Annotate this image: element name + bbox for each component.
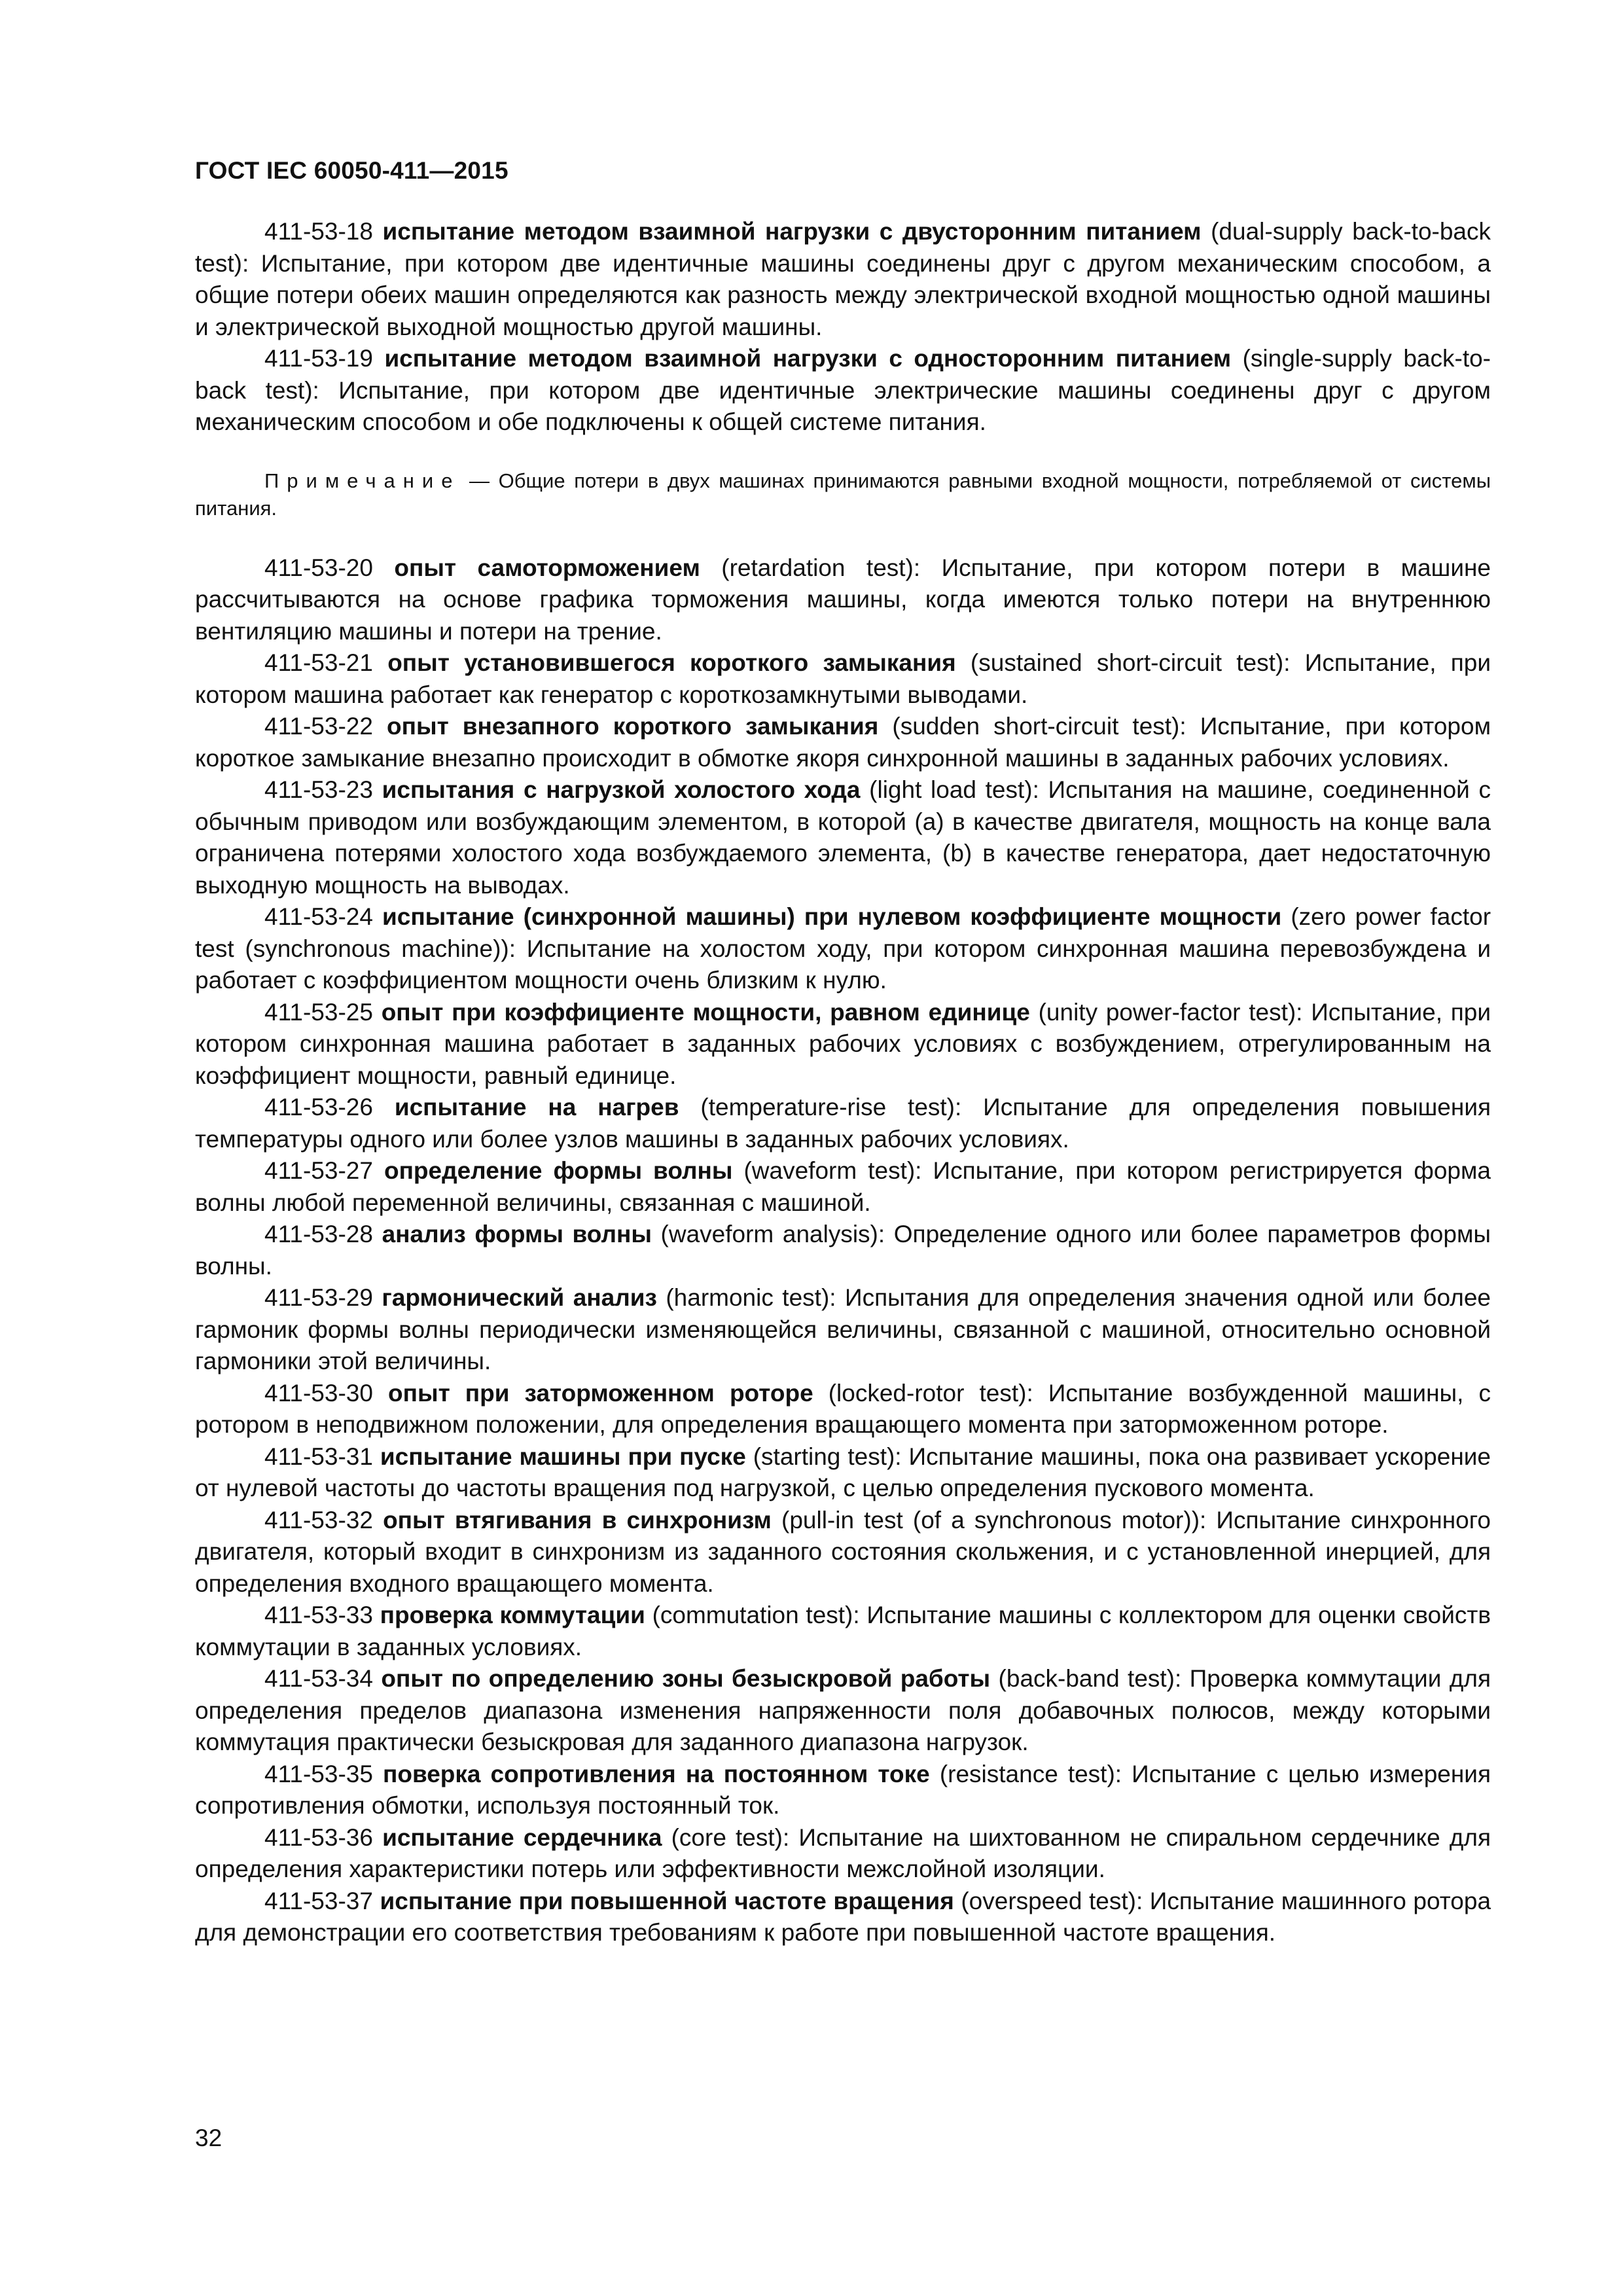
entry-definition: (overspeed test): Испытание машинного ротора для демонстрации его соответствия требованиям к работе при повышенной частоте вращения. xyxy=(195,1887,1491,1946)
entry-term: испытание при повышенной частоте вращения xyxy=(380,1887,954,1914)
entry-term: опыт при коэффициенте мощности, равном единице xyxy=(381,998,1030,1026)
entry-term: испытания с нагрузкой холостого хода xyxy=(382,776,861,803)
note xyxy=(195,467,1491,522)
entry-definition: (temperature-rise test): Испытание для определения повышения температуры одного или более узлов машины в заданных рабочих условиях. xyxy=(195,1094,1491,1153)
entry-number: 411-53-23 xyxy=(264,776,373,803)
entry-number: 411-53-18 xyxy=(264,218,373,245)
term-entry-411-53-28 xyxy=(195,1219,1491,1282)
term-entry-411-53-22 xyxy=(195,711,1491,774)
term-entry-411-53-33 xyxy=(195,1600,1491,1663)
entry-definition: (core test): Испытание на шихтованном не спиральном сердечнике для определения характеристики потерь или эффективности межслойной изоляции. xyxy=(195,1823,1491,1882)
entry-number: 411-53-35 xyxy=(264,1760,373,1787)
entry-term: проверка коммутации xyxy=(380,1602,645,1628)
entry-definition: (sudden short-circuit test): Испытание, при котором короткое замыкание внезапно происходит в обмотке якоря синхронной машины в заданных рабочих условиях. xyxy=(195,713,1491,772)
entry-definition: (light load test): Испытания на машине, соединенной с обычным приводом или возбуждающим элементом, в которой (а) в качестве двигателя, мощность на конце вала ограничена потерями холостого хода возбуждаемого элемента, (b) в качестве генератора, дает недостаточную выходную мощность на выводах. xyxy=(195,776,1491,899)
entry-term: испытание на нагрев xyxy=(394,1094,679,1121)
entry-definition: (harmonic test): Испытания для определения значения одной или более гармоник формы волны периодически изменяющейся величины, связанной с машиной, относительно основной гармоники этой величины. xyxy=(195,1284,1491,1374)
term-entry-411-53-32 xyxy=(195,1505,1491,1600)
entry-definition: (back-band test): Проверка коммутации для определения пределов диапазона изменения напряженности поля добавочных полюсов, между которыми коммутация практически безыскровая для заданного диапазона нагрузок. xyxy=(195,1665,1491,1755)
entry-definition: (commutation test): Испытание машины с коллектором для оценки свойств коммутации в заданных условиях. xyxy=(195,1602,1491,1660)
entry-definition: (unity power-factor test): Испытание, при котором синхронная машина работает в заданных рабочих условиях с возбуждением, отрегулированным на коэффициент мощности, равный единице. xyxy=(195,998,1491,1089)
term-entry-411-53-36 xyxy=(195,1822,1491,1886)
entry-term: определение формы волны xyxy=(383,1157,733,1184)
entry-number: 411-53-29 xyxy=(264,1284,373,1311)
entry-term: испытание методом взаимной нагрузки с двусторонним питанием xyxy=(382,218,1202,245)
entry-term: опыт самоторможением xyxy=(394,554,700,581)
entry-number: 411-53-32 xyxy=(264,1506,373,1534)
entry-term: поверка сопротивления на постоянном токе xyxy=(383,1760,930,1787)
entry-definition: (waveform analysis): Определение одного или более параметров формы волны. xyxy=(195,1221,1491,1280)
entry-term: опыт при заторможенном роторе xyxy=(388,1379,813,1407)
term-entry-411-53-26 xyxy=(195,1092,1491,1155)
note-label: Примечание xyxy=(264,469,461,492)
term-entry-411-53-20 xyxy=(195,552,1491,648)
entry-term: испытание машины при пуске xyxy=(380,1443,746,1470)
entry-term: испытание сердечника xyxy=(382,1823,662,1851)
entry-definition: (pull-in test (of a synchronous motor)): Испытание синхронного двигателя, который входит в синхронизм из заданного состояния скольжения, и с установленной инерцией, для определения входного вращающего момента. xyxy=(195,1506,1491,1597)
entry-number: 411-53-37 xyxy=(264,1887,373,1914)
term-entry-411-53-34 xyxy=(195,1663,1491,1759)
entry-term: анализ формы волны xyxy=(382,1221,652,1247)
entry-number: 411-53-34 xyxy=(264,1665,373,1692)
term-entry-411-53-31 xyxy=(195,1441,1491,1505)
entry-definition: (sustained short-circuit test): Испытание, при котором машина работает как генератор с короткозамкнутыми выводами. xyxy=(195,649,1491,708)
entry-number: 411-53-30 xyxy=(264,1379,373,1407)
entry-definition: (retardation test): Испытание, при котором потери в машине рассчитываются на основе графика торможения машины, когда имеются только потери на внутреннюю вентиляцию машины и потери на трение. xyxy=(195,554,1491,645)
entry-definition: (resistance test): Испытание с целью измерения сопротивления обмотки, используя постоянный ток. xyxy=(195,1760,1491,1819)
document-header: ГОСТ IEC 60050-411—2015 xyxy=(195,157,508,184)
term-entry-411-53-30 xyxy=(195,1378,1491,1441)
entry-definition: (locked-rotor test): Испытание возбужденной машины, с ротором в неподвижном положении, для определения вращающего момента при заторможенном роторе. xyxy=(195,1379,1491,1438)
term-entry-411-53-37 xyxy=(195,1886,1491,1949)
entry-definition: (single-supply back-to-back test): Испытание, при котором две идентичные электрические машины соединены друг с другом механическим способом и обе подключены к общей системе питания. xyxy=(195,345,1491,435)
page-number: 32 xyxy=(195,2125,223,2151)
entry-number: 411-53-33 xyxy=(264,1602,373,1628)
term-entry-411-53-23 xyxy=(195,774,1491,901)
entry-number: 411-53-22 xyxy=(264,713,373,740)
entry-number: 411-53-19 xyxy=(264,345,373,372)
entry-definition: (waveform test): Испытание, при котором регистрируется форма волны любой переменной величины, связанная с машиной. xyxy=(195,1157,1491,1216)
entry-term: испытание (синхронной машины) при нулевом коэффициенте мощности xyxy=(382,903,1282,930)
term-entry-411-53-18 xyxy=(195,216,1491,343)
entry-number: 411-53-20 xyxy=(264,554,373,581)
entry-term: опыт внезапного короткого замыкания xyxy=(387,713,879,740)
entry-number: 411-53-31 xyxy=(264,1443,373,1470)
entry-number: 411-53-27 xyxy=(264,1157,373,1184)
entry-definition: (starting test): Испытание машины, пока она развивает ускорение от нулевой частоты до частоты вращения под нагрузкой, с целью определения пускового момента. xyxy=(195,1443,1491,1501)
entry-term: опыт установившегося короткого замыкания xyxy=(387,649,956,676)
document-body xyxy=(195,216,1491,1949)
term-entry-411-53-29 xyxy=(195,1282,1491,1378)
note-text: — Общие потери в двух машинах принимаются равными входной мощности, потребляемой от системы питания. xyxy=(195,469,1491,520)
entry-definition: (zero power factor test (synchronous machine)): Испытание на холостом ходу, при котором синхронная машина перевозбуждена и работает с коэффициентом мощности очень близким к нулю. xyxy=(195,903,1491,994)
entry-number: 411-53-28 xyxy=(264,1221,373,1247)
term-entry-411-53-24 xyxy=(195,901,1491,997)
entry-term: гармонический анализ xyxy=(382,1284,657,1311)
entry-number: 411-53-24 xyxy=(264,903,373,930)
entry-number: 411-53-36 xyxy=(264,1823,373,1851)
term-entry-411-53-27 xyxy=(195,1155,1491,1219)
term-entry-411-53-35 xyxy=(195,1759,1491,1822)
entry-number: 411-53-25 xyxy=(264,998,373,1026)
term-entry-411-53-19 xyxy=(195,343,1491,439)
term-entry-411-53-25 xyxy=(195,997,1491,1092)
entry-term: опыт втягивания в синхронизм xyxy=(383,1506,772,1534)
entry-number: 411-53-26 xyxy=(264,1094,373,1121)
entry-term: испытание методом взаимной нагрузки с односторонним питанием xyxy=(384,345,1232,372)
entry-definition: (dual-supply back-to-back test): Испытание, при котором две идентичные машины соединены друг с другом механическим способом, а общие потери обеих машин определяются как разность между электрической входной мощностью одной машины и электрической выходной мощностью другой машины. xyxy=(195,218,1491,340)
term-entry-411-53-21 xyxy=(195,647,1491,711)
entry-number: 411-53-21 xyxy=(264,649,373,676)
entry-term: опыт по определению зоны безыскровой работы xyxy=(381,1665,991,1692)
